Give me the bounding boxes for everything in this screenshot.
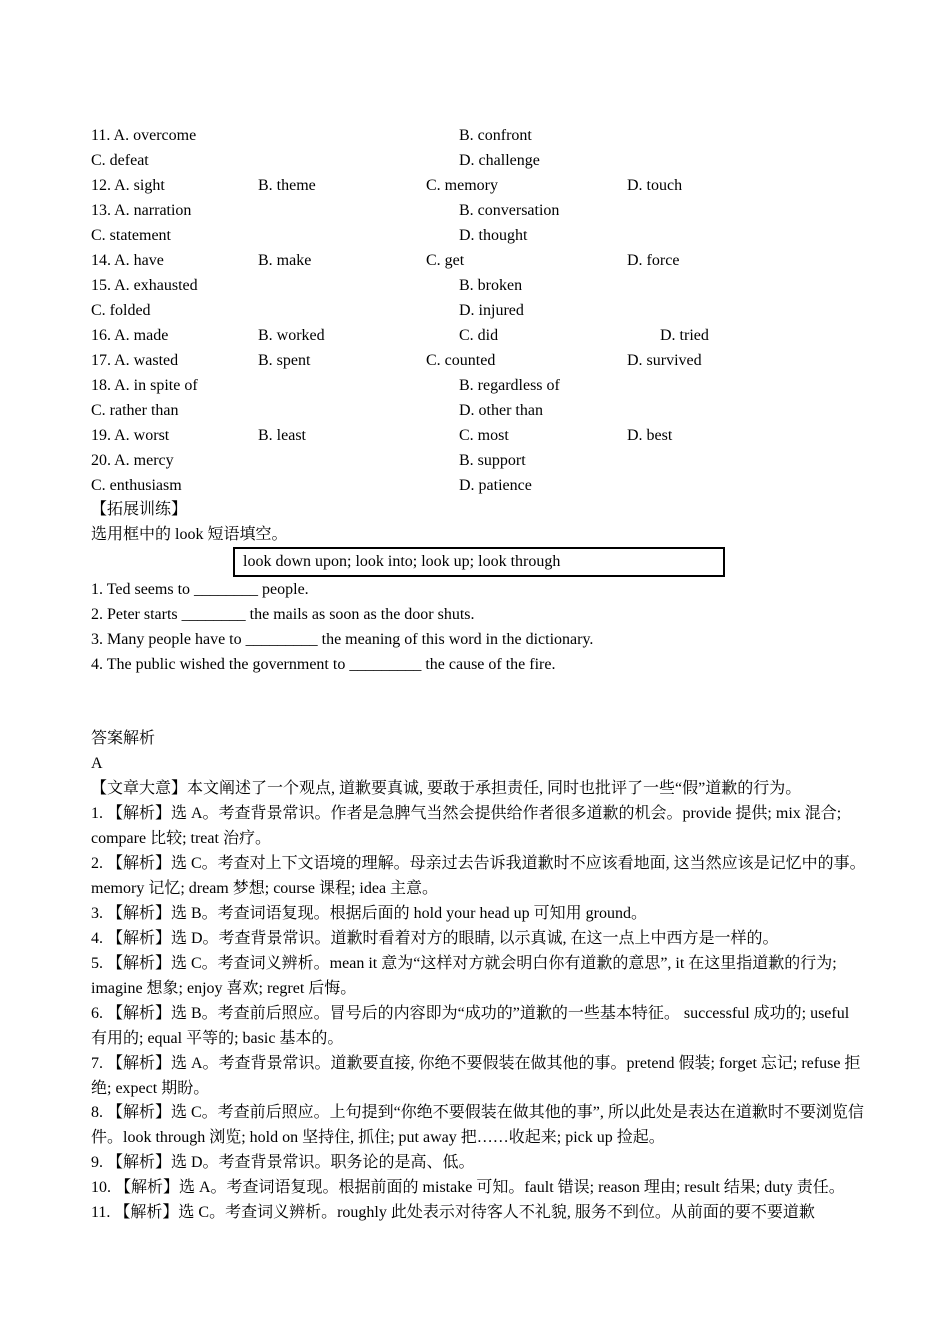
question-number: 19. — [91, 427, 111, 444]
option-a: A. wasted — [114, 352, 179, 369]
option-c: C. memory — [426, 177, 498, 194]
answers-heading: 答案解析 — [91, 730, 156, 747]
question-number: 17. — [91, 352, 111, 369]
question-16-row — [91, 323, 709, 348]
answer-explanation-9: 9. 【解析】选 D。考查背景常识。职务论的是高、低。 — [91, 1154, 475, 1171]
answers-section-label: A — [91, 755, 103, 772]
option-a: A. made — [114, 327, 169, 344]
question-number: 15. — [91, 277, 111, 294]
question-number: 20. — [91, 452, 111, 469]
answer-explanation-2: 2. 【解析】选 C。考查对上下文语境的理解。母亲过去告诉我道歉时不应该看地面, 这当然应该是记忆中的事。memory 记忆; dream 梦想; course 课程; idea 主意。 — [91, 855, 866, 897]
question-20-row2 — [91, 473, 532, 498]
option-c: C. did — [459, 327, 499, 344]
option-a: A. exhausted — [114, 277, 198, 294]
question-number: 14. — [91, 252, 111, 269]
question-13-row2 — [91, 223, 528, 248]
option-c: C. enthusiasm — [91, 477, 182, 494]
question-18-row1 — [91, 373, 560, 398]
option-a: A. narration — [114, 202, 192, 219]
option-d: D. force — [627, 252, 680, 269]
option-b: B. conversation — [459, 202, 560, 219]
option-b: B. regardless of — [459, 377, 560, 394]
answer-explanation-5: 5. 【解析】选 C。考查词义辨析。mean it 意为“这样对方就会明白你有道歉的意思”, it 在这里指道歉的行为; imagine 想象; enjoy 喜欢; regret 后悔。 — [91, 955, 837, 997]
answer-explanation-3: 3. 【解析】选 B。考查词语复现。根据后面的 hold your head up 可知用 ground。 — [91, 905, 647, 922]
option-b: B. make — [258, 252, 312, 269]
option-b: B. theme — [258, 177, 316, 194]
option-d: D. touch — [627, 177, 683, 194]
option-c: C. most — [459, 427, 509, 444]
question-number: 16. — [91, 327, 111, 344]
question-11-row1 — [91, 123, 532, 148]
option-b: B. confront — [459, 127, 532, 144]
option-d: D. survived — [627, 352, 702, 369]
option-c: C. rather than — [91, 402, 179, 419]
option-b: B. support — [459, 452, 526, 469]
option-c: C. folded — [91, 302, 151, 319]
option-b: B. spent — [258, 352, 311, 369]
option-d: D. tried — [660, 327, 709, 344]
exercise-item-4: 4. The public wished the government to _________ the cause of the fire. — [91, 656, 556, 673]
answer-explanation-10: 10. 【解析】选 A。考查词语复现。根据前面的 mistake 可知。fault 错误; reason 理由; result 结果; duty 责任。 — [91, 1179, 845, 1196]
answer-explanation-4: 4. 【解析】选 D。考查背景常识。道歉时看着对方的眼睛, 以示真诚, 在这一点上中西方是一样的。 — [91, 930, 779, 947]
answer-explanation-7: 7. 【解析】选 A。考查背景常识。道歉要直接, 你绝不要假装在做其他的事。pretend 假装; forget 忘记; refuse 拒绝; expect 期盼。 — [91, 1055, 861, 1097]
option-b: B. worked — [258, 327, 325, 344]
option-c: C. get — [426, 252, 465, 269]
question-18-row2 — [91, 398, 543, 423]
exercise-item-1: 1. Ted seems to ________ people. — [91, 581, 309, 598]
extension-instruction: 选用框中的 look 短语填空。 — [91, 526, 288, 543]
phrase-box: look down upon; look into; look up; look through — [233, 547, 725, 577]
option-d: D. other than — [459, 402, 543, 419]
question-number: 11. — [91, 127, 111, 144]
option-c: C. defeat — [91, 152, 149, 169]
question-13-row1 — [91, 198, 560, 223]
option-d: D. best — [627, 427, 673, 444]
answer-explanation-1: 1. 【解析】选 A。考查背景常识。作者是急脾气当然会提供给作者很多道歉的机会。provide 提供; mix 混合; compare 比较; treat 治疗。 — [91, 805, 842, 847]
question-19-row — [91, 423, 673, 448]
question-14-row — [91, 248, 680, 273]
option-d: D. injured — [459, 302, 524, 319]
option-d: D. patience — [459, 477, 532, 494]
answer-explanation-8: 8. 【解析】选 C。考查前后照应。上句提到“你绝不要假装在做其他的事”, 所以此处是表达在道歉时不要浏览信件。look through 浏览; hold on 坚持住, 抓住; put away 把……收起来; pick up 捡起。 — [91, 1104, 864, 1146]
option-a: A. worst — [114, 427, 170, 444]
question-15-row1 — [91, 273, 523, 298]
exercise-item-3: 3. Many people have to _________ the meaning of this word in the dictionary. — [91, 631, 594, 648]
question-12-row — [91, 173, 683, 198]
option-c: C. counted — [426, 352, 496, 369]
option-a: A. in spite of — [114, 377, 198, 394]
answer-explanation-11: 11. 【解析】选 C。考查词义辨析。roughly 此处表示对待客人不礼貌, 服务不到位。从前面的要不要道歉 — [91, 1204, 815, 1221]
question-17-row — [91, 348, 702, 373]
question-15-row2 — [91, 298, 524, 323]
option-a: A. sight — [114, 177, 165, 194]
option-c: C. statement — [91, 227, 171, 244]
question-20-row1 — [91, 448, 526, 473]
option-b: B. broken — [459, 277, 523, 294]
option-d: D. thought — [459, 227, 528, 244]
question-number: 13. — [91, 202, 111, 219]
option-a: A. overcome — [113, 127, 197, 144]
exercise-item-2: 2. Peter starts ________ the mails as soon as the door shuts. — [91, 606, 475, 623]
question-number: 12. — [91, 177, 111, 194]
extension-heading: 【拓展训练】 — [91, 501, 188, 518]
question-11-row2 — [91, 148, 540, 173]
option-a: A. have — [114, 252, 164, 269]
question-number: 18. — [91, 377, 111, 394]
option-b: B. least — [258, 427, 306, 444]
option-d: D. challenge — [459, 152, 540, 169]
option-a: A. mercy — [114, 452, 174, 469]
article-summary: 【文章大意】本文阐述了一个观点, 道歉要真诚, 要敢于承担责任, 同时也批评了一些“假”道歉的行为。 — [91, 780, 802, 797]
answer-explanation-6: 6. 【解析】选 B。考查前后照应。冒号后的内容即为“成功的”道歉的一些基本特征。 successful 成功的; useful 有用的; equal 平等的; basic 基本的。 — [91, 1005, 850, 1047]
